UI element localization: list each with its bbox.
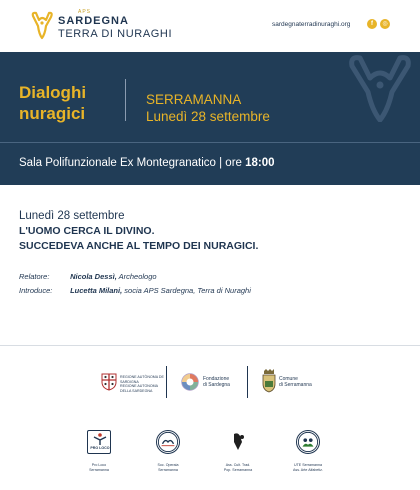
talk-headline-line2: SUCCEDEVA ANCHE AL TEMPO DEI NURAGICI. xyxy=(19,240,259,252)
talk-headline-line1: L'UOMO CERCA IL DIVINO. xyxy=(19,225,155,237)
instagram-icon[interactable]: ◎ xyxy=(380,19,390,29)
comune-name-line1: Comune xyxy=(279,376,298,382)
societa-operaia-label xyxy=(148,463,188,472)
region-sponsor[interactable] xyxy=(120,375,164,393)
ascult-name-line2: Pop. Serramanna xyxy=(223,467,253,472)
fondazione-name-line1: Fondazione xyxy=(203,376,230,382)
opmaia-name-line2: Serramanna xyxy=(158,467,178,472)
ascult-name-line1: Ass. Cult. Trad. xyxy=(225,463,251,467)
fondazione-logo-icon xyxy=(181,373,199,391)
proloco-name-line2: Serramanna xyxy=(89,467,109,472)
facebook-icon[interactable]: f xyxy=(367,19,377,29)
brand-logo[interactable] xyxy=(58,10,172,40)
event-banner xyxy=(0,52,420,185)
opmaia-name-line1: Soc. Operaia xyxy=(157,463,179,467)
event-date: Lunedì 28 settembre xyxy=(146,109,270,124)
speaker-description: Archeologo xyxy=(116,272,157,281)
region-name-italian: REGIONE AUTONOMA DELLA SARDEGNA xyxy=(120,384,158,393)
bronze-figure-logo-icon xyxy=(30,10,54,42)
event-time: 18:00 xyxy=(245,157,275,169)
title-divider xyxy=(125,79,126,121)
sponsor-divider-1 xyxy=(166,366,167,398)
fondazione-name-line2: di Sardegna xyxy=(203,382,230,388)
intro-name: Lucetta Milani, xyxy=(70,286,123,295)
page-header xyxy=(0,0,420,52)
ute-name-line2: Ass. Arte Alfabetiz. xyxy=(293,467,323,472)
associazione-culturale-logo-icon[interactable] xyxy=(226,430,250,454)
banner-divider xyxy=(0,142,420,143)
ute-logo-icon[interactable] xyxy=(296,430,320,454)
proloco-label xyxy=(79,463,119,472)
fondazione-sponsor[interactable] xyxy=(203,376,230,388)
comune-coat-of-arms-icon xyxy=(262,369,276,393)
intro-description: socia APS Sardegna, Terra di Nuraghi xyxy=(122,286,251,295)
event-venue xyxy=(19,157,275,169)
proloco-figure-icon xyxy=(93,433,107,445)
proloco-badge-text: PRO LOCO xyxy=(90,446,110,450)
logo-title: SARDEGNA xyxy=(58,15,129,27)
sponsors-divider xyxy=(0,345,420,346)
comune-name-line2: di Serramanna xyxy=(279,382,312,388)
societa-operaia-logo-icon[interactable] xyxy=(156,430,180,454)
associazione-culturale-label xyxy=(218,463,258,472)
talk-date: Lunedì 28 settembre xyxy=(19,210,125,222)
speaker-credit xyxy=(19,272,157,281)
comune-sponsor[interactable] xyxy=(279,376,312,388)
region-name-sardinian: REGIONE AUTÒNOMA DE SARDIGNA xyxy=(120,375,164,384)
proloco-logo[interactable] xyxy=(87,430,111,454)
sponsor-divider-2 xyxy=(247,366,248,398)
time-prefix: | ore xyxy=(219,157,246,169)
logo-aps-tag: APS xyxy=(78,9,92,15)
region-coat-of-arms-icon xyxy=(101,373,117,391)
ute-label xyxy=(288,463,328,472)
series-title-line1: Dialoghi xyxy=(19,83,87,102)
intro-role: Introduce: xyxy=(19,286,53,295)
website-link[interactable]: sardegnaterradinuraghi.org xyxy=(272,21,351,28)
speaker-name: Nicola Dessì, xyxy=(70,272,117,281)
intro-credit xyxy=(19,286,251,295)
speaker-role: Relatore: xyxy=(19,272,50,281)
proloco-name-line1: Pro Loco xyxy=(91,463,107,467)
ute-name-line1: UTE Serramanna xyxy=(294,463,322,467)
series-title-line2: nuragici xyxy=(19,104,86,123)
bronze-figure-watermark-icon xyxy=(344,52,416,122)
venue-name: Sala Polifunzionale Ex Montegranatico xyxy=(19,157,216,169)
logo-subtitle: TERRA DI NURAGHI xyxy=(58,28,173,40)
event-city: SERRAMANNA xyxy=(146,92,242,107)
